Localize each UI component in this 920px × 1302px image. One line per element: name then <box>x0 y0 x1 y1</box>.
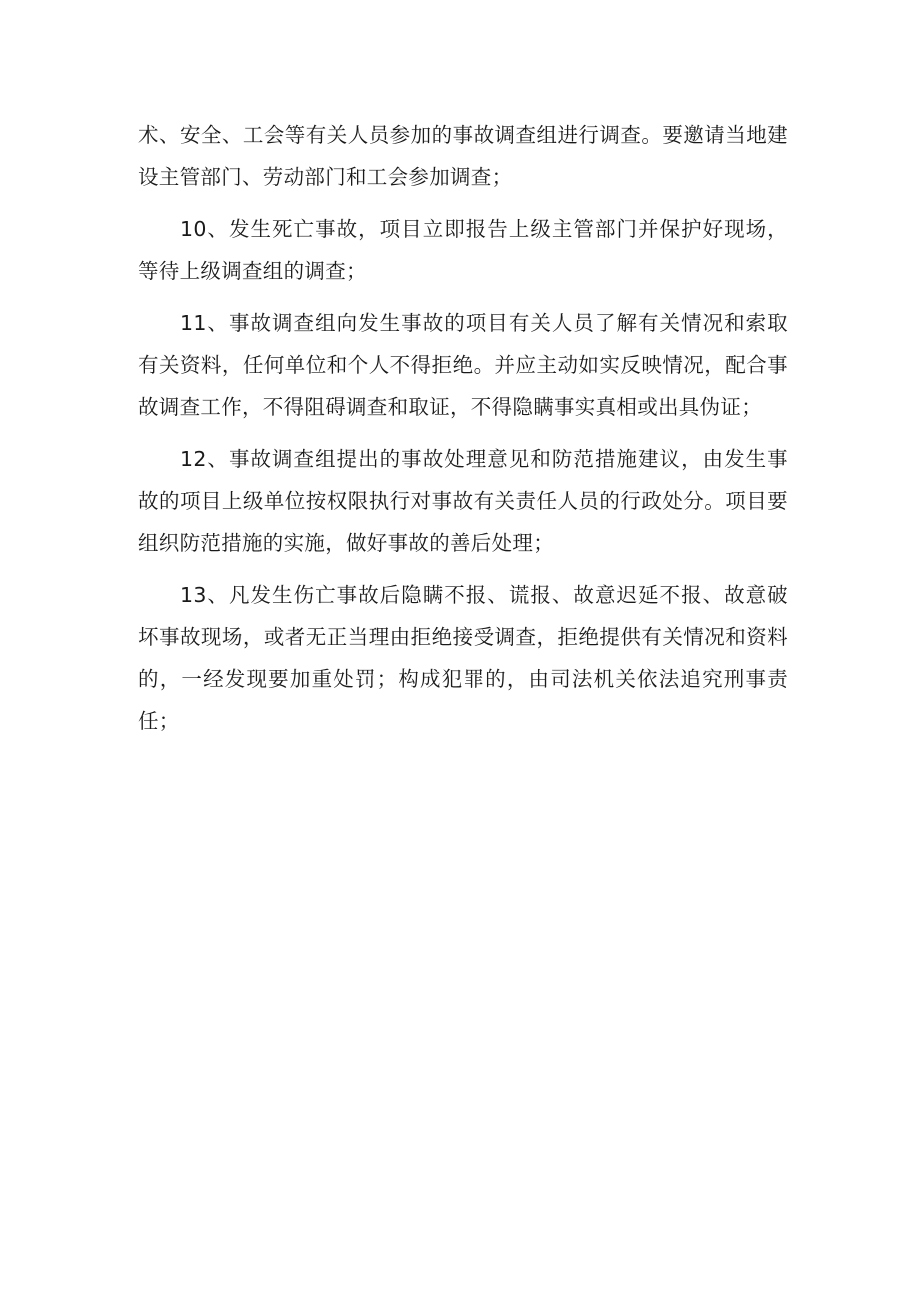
paragraph-continued: 术、安全、工会等有关人员参加的事故调查组进行调查。要邀请当地建设主管部门、劳动部门和工会参加调查； <box>138 123 788 189</box>
paragraph-item-13: 13、凡发生伤亡事故后隐瞒不报、谎报、故意迟延不报、故意破坏事故现场，或者无正当理由拒绝接受调查，拒绝提供有关情况和资料的，一经发现要加重处罚；构成犯罪的，由司法机关依法追究刑事责任； <box>138 583 788 733</box>
paragraph-item-11: 11、事故调查组向发生事故的项目有关人员了解有关情况和索取有关资料，任何单位和个人不得拒绝。并应主动如实反映情况，配合事故调查工作，不得阻碍调查和取证，不得隐瞒事实真相或出具伪证； <box>138 311 788 419</box>
paragraph-item-12: 12、事故调查组提出的事故处理意见和防范措施建议，由发生事故的项目上级单位按权限执行对事故有关责任人员的行政处分。项目要组织防范措施的实施，做好事故的善后处理； <box>138 447 788 555</box>
paragraph-item-10: 10、发生死亡事故，项目立即报告上级主管部门并保护好现场，等待上级调查组的调查； <box>138 217 788 283</box>
document-body <box>138 114 788 752</box>
